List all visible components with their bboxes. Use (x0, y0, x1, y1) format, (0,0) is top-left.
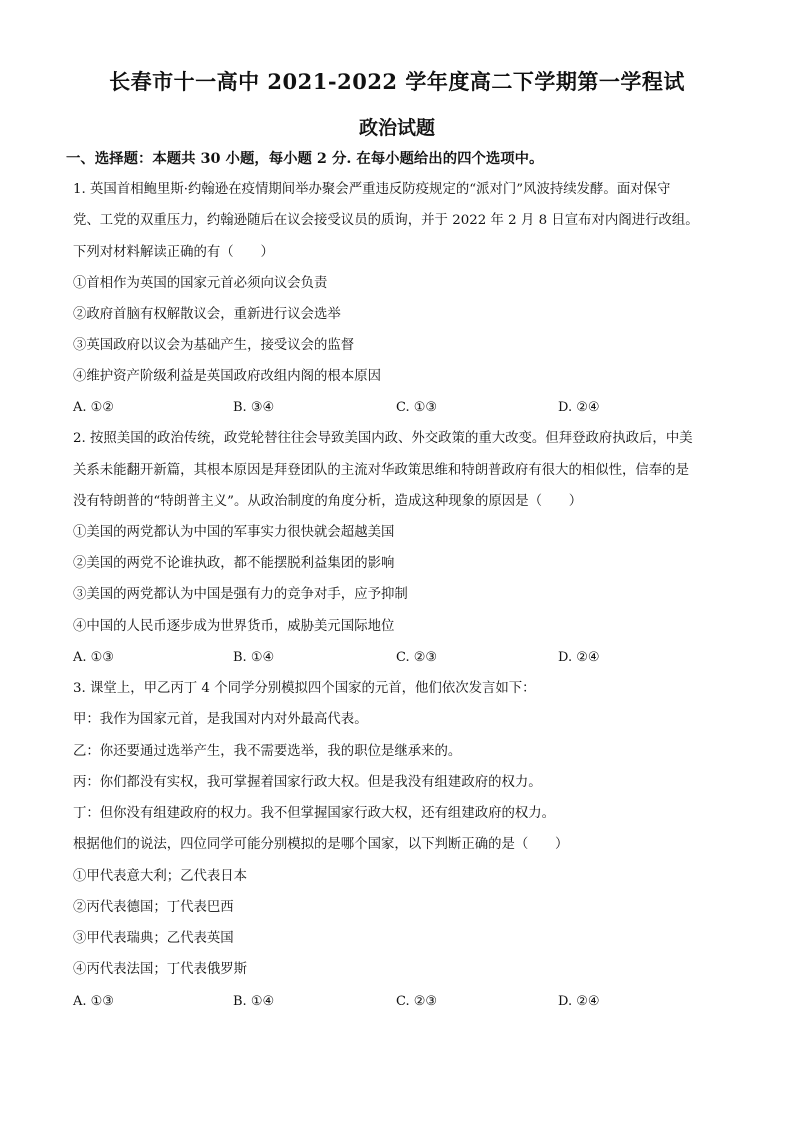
exam-subtitle: 政治试题 (358, 117, 435, 139)
question-item: ④中国的人民币逐步成为世界货币，威胁美元国际地位 (73, 619, 395, 634)
answer-option-a: A. ①③ (73, 994, 114, 1009)
question-item: ④丙代表法国；丁代表俄罗斯 (73, 962, 248, 977)
answer-option-d: D. ②④ (558, 400, 600, 415)
answer-option-d: D. ②④ (558, 650, 600, 665)
answer-option-a: A. ①② (73, 400, 114, 415)
question-stem-line: 党、工党的双重压力，约翰逊随后在议会接受议员的质询，并于 2022 年 2 月 8 日宣布对内阁进行改组。 (73, 213, 699, 228)
question-item: ①首相作为英国的国家元首必须向议会负责 (73, 276, 328, 291)
question-stem-line: 下列对材料解读正确的有（ ） (73, 245, 274, 260)
question-item: ①甲代表意大利；乙代表日本 (73, 869, 248, 884)
answer-option-b: B. ③④ (233, 400, 275, 415)
section-heading: 一、选择题：本题共 30 小题，每小题 2 分. 在每小题给出的四个选项中。 (66, 150, 544, 167)
answer-option-b: B. ①④ (233, 650, 275, 665)
answer-option-c: C. ①③ (396, 400, 438, 415)
question-item: ②美国的两党不论谁执政，都不能摆脱利益集团的影响 (73, 556, 395, 571)
question-item: ①美国的两党都认为中国的军事实力很快就会超越美国 (73, 525, 395, 540)
question-stem-line: 丁：但你没有组建政府的权力。我不但掌握国家行政大权，还有组建政府的权力。 (73, 806, 556, 821)
question-stem-line: 1. 英国首相鲍里斯·约翰逊在疫情期间举办聚会严重违反防疫规定的“派对门”风波持续发酵。面对保守 (73, 182, 671, 197)
answer-option-b: B. ①④ (233, 994, 275, 1009)
question-stem-line: 根据他们的说法，四位同学可能分别模拟的是哪个国家，以下判断正确的是（ ） (73, 837, 569, 852)
question-stem-line: 丙：你们都没有实权，我可掌握着国家行政大权。但是我没有组建政府的权力。 (73, 775, 542, 790)
question-item: ②丙代表德国；丁代表巴西 (73, 900, 234, 915)
answer-option-c: C. ②③ (396, 994, 438, 1009)
question-item: ②政府首脑有权解散议会，重新进行议会选举 (73, 307, 341, 322)
question-stem-line: 2. 按照美国的政治传统，政党轮替往往会导致美国内政、外交政策的重大改变。但拜登政府执政后，中美 (73, 431, 693, 446)
answer-option-d: D. ②④ (558, 994, 600, 1009)
question-stem-line: 关系未能翻开新篇，其根本原因是拜登团队的主流对华政策思维和特朗普政府有很大的相似性，信奉的是 (73, 463, 689, 478)
question-item: ③美国的两党都认为中国是强有力的竞争对手，应予抑制 (73, 587, 408, 602)
question-item: ③甲代表瑞典；乙代表英国 (73, 931, 234, 946)
question-stem-line: 没有特朗普的“特朗普主义”。从政治制度的角度分析，造成这种现象的原因是（ ） (73, 494, 583, 509)
question-stem-line: 乙：你还要通过选举产生，我不需要选举，我的职位是继承来的。 (73, 744, 462, 759)
question-stem-line: 甲：我作为国家元首，是我国对内对外最高代表。 (73, 712, 368, 727)
exam-title: 长春市十一高中 2021-2022 学年度高二下学期第一学程试 (109, 69, 685, 94)
question-item: ③英国政府以议会为基础产生，接受议会的监督 (73, 338, 355, 353)
question-item: ④维护资产阶级利益是英国政府改组内阁的根本原因 (73, 369, 381, 384)
answer-option-a: A. ①③ (73, 650, 114, 665)
answer-option-c: C. ②③ (396, 650, 438, 665)
question-stem-line: 3. 课堂上，甲乙丙丁 4 个同学分别模拟四个国家的元首，他们依次发言如下： (73, 681, 536, 696)
